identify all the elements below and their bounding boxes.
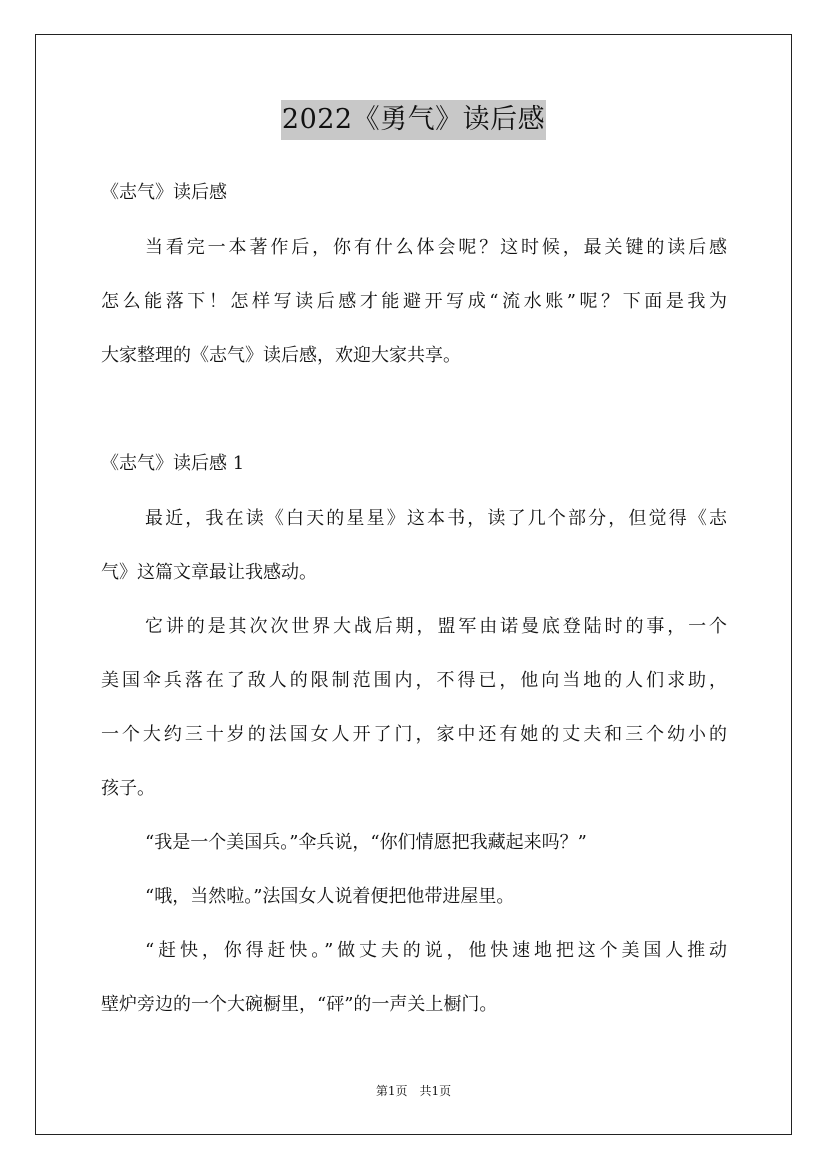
document-title: 2022《勇气》读后感 <box>281 100 546 140</box>
paragraph3: “我是一个美国兵。”伞兵说，“你们情愿把我藏起来吗？” <box>145 832 587 853</box>
paragraph2-line-2: 美国伞兵落在了敌人的限制范围内，不得已，他向当地的人们求助， <box>101 670 727 691</box>
paragraph1-line-1: 最近，我在读《白天的星星》这本书，读了几个部分，但觉得《志 <box>145 508 727 529</box>
subtitle: 《志气》读后感 <box>101 182 227 203</box>
paragraph1-line-2: 气》这篇文章最让我感动。 <box>101 562 317 583</box>
section-heading: 《志气》读后感 1 <box>101 453 245 474</box>
intro-line-2: 怎么能落下！怎样写读后感才能避开写成“流水账”呢？下面是我为 <box>101 291 727 312</box>
intro-line-3: 大家整理的《志气》读后感，欢迎大家共享。 <box>101 345 461 366</box>
page-footer: 第1页 共1页 <box>375 1084 452 1098</box>
paragraph2-line-1: 它讲的是其次次世界大战后期，盟军由诺曼底登陆时的事，一个 <box>145 616 727 637</box>
paragraph4: “哦，当然啦。”法国女人说着便把他带进屋里。 <box>145 886 515 907</box>
paragraph5-line-1: “赶快，你得赶快。”做丈夫的说，他快速地把这个美国人推动 <box>145 940 727 961</box>
intro-line-1: 当看完一本著作后，你有什么体会呢？这时候，最关键的读后感 <box>145 237 727 258</box>
paragraph5-line-2: 壁炉旁边的一个大碗橱里，“砰”的一声关上橱门。 <box>101 994 498 1015</box>
title-container <box>0 100 827 140</box>
paragraph2-line-3: 一个大约三十岁的法国女人开了门，家中还有她的丈夫和三个幼小的 <box>101 724 727 745</box>
paragraph2-line-4: 孩子。 <box>101 778 155 799</box>
